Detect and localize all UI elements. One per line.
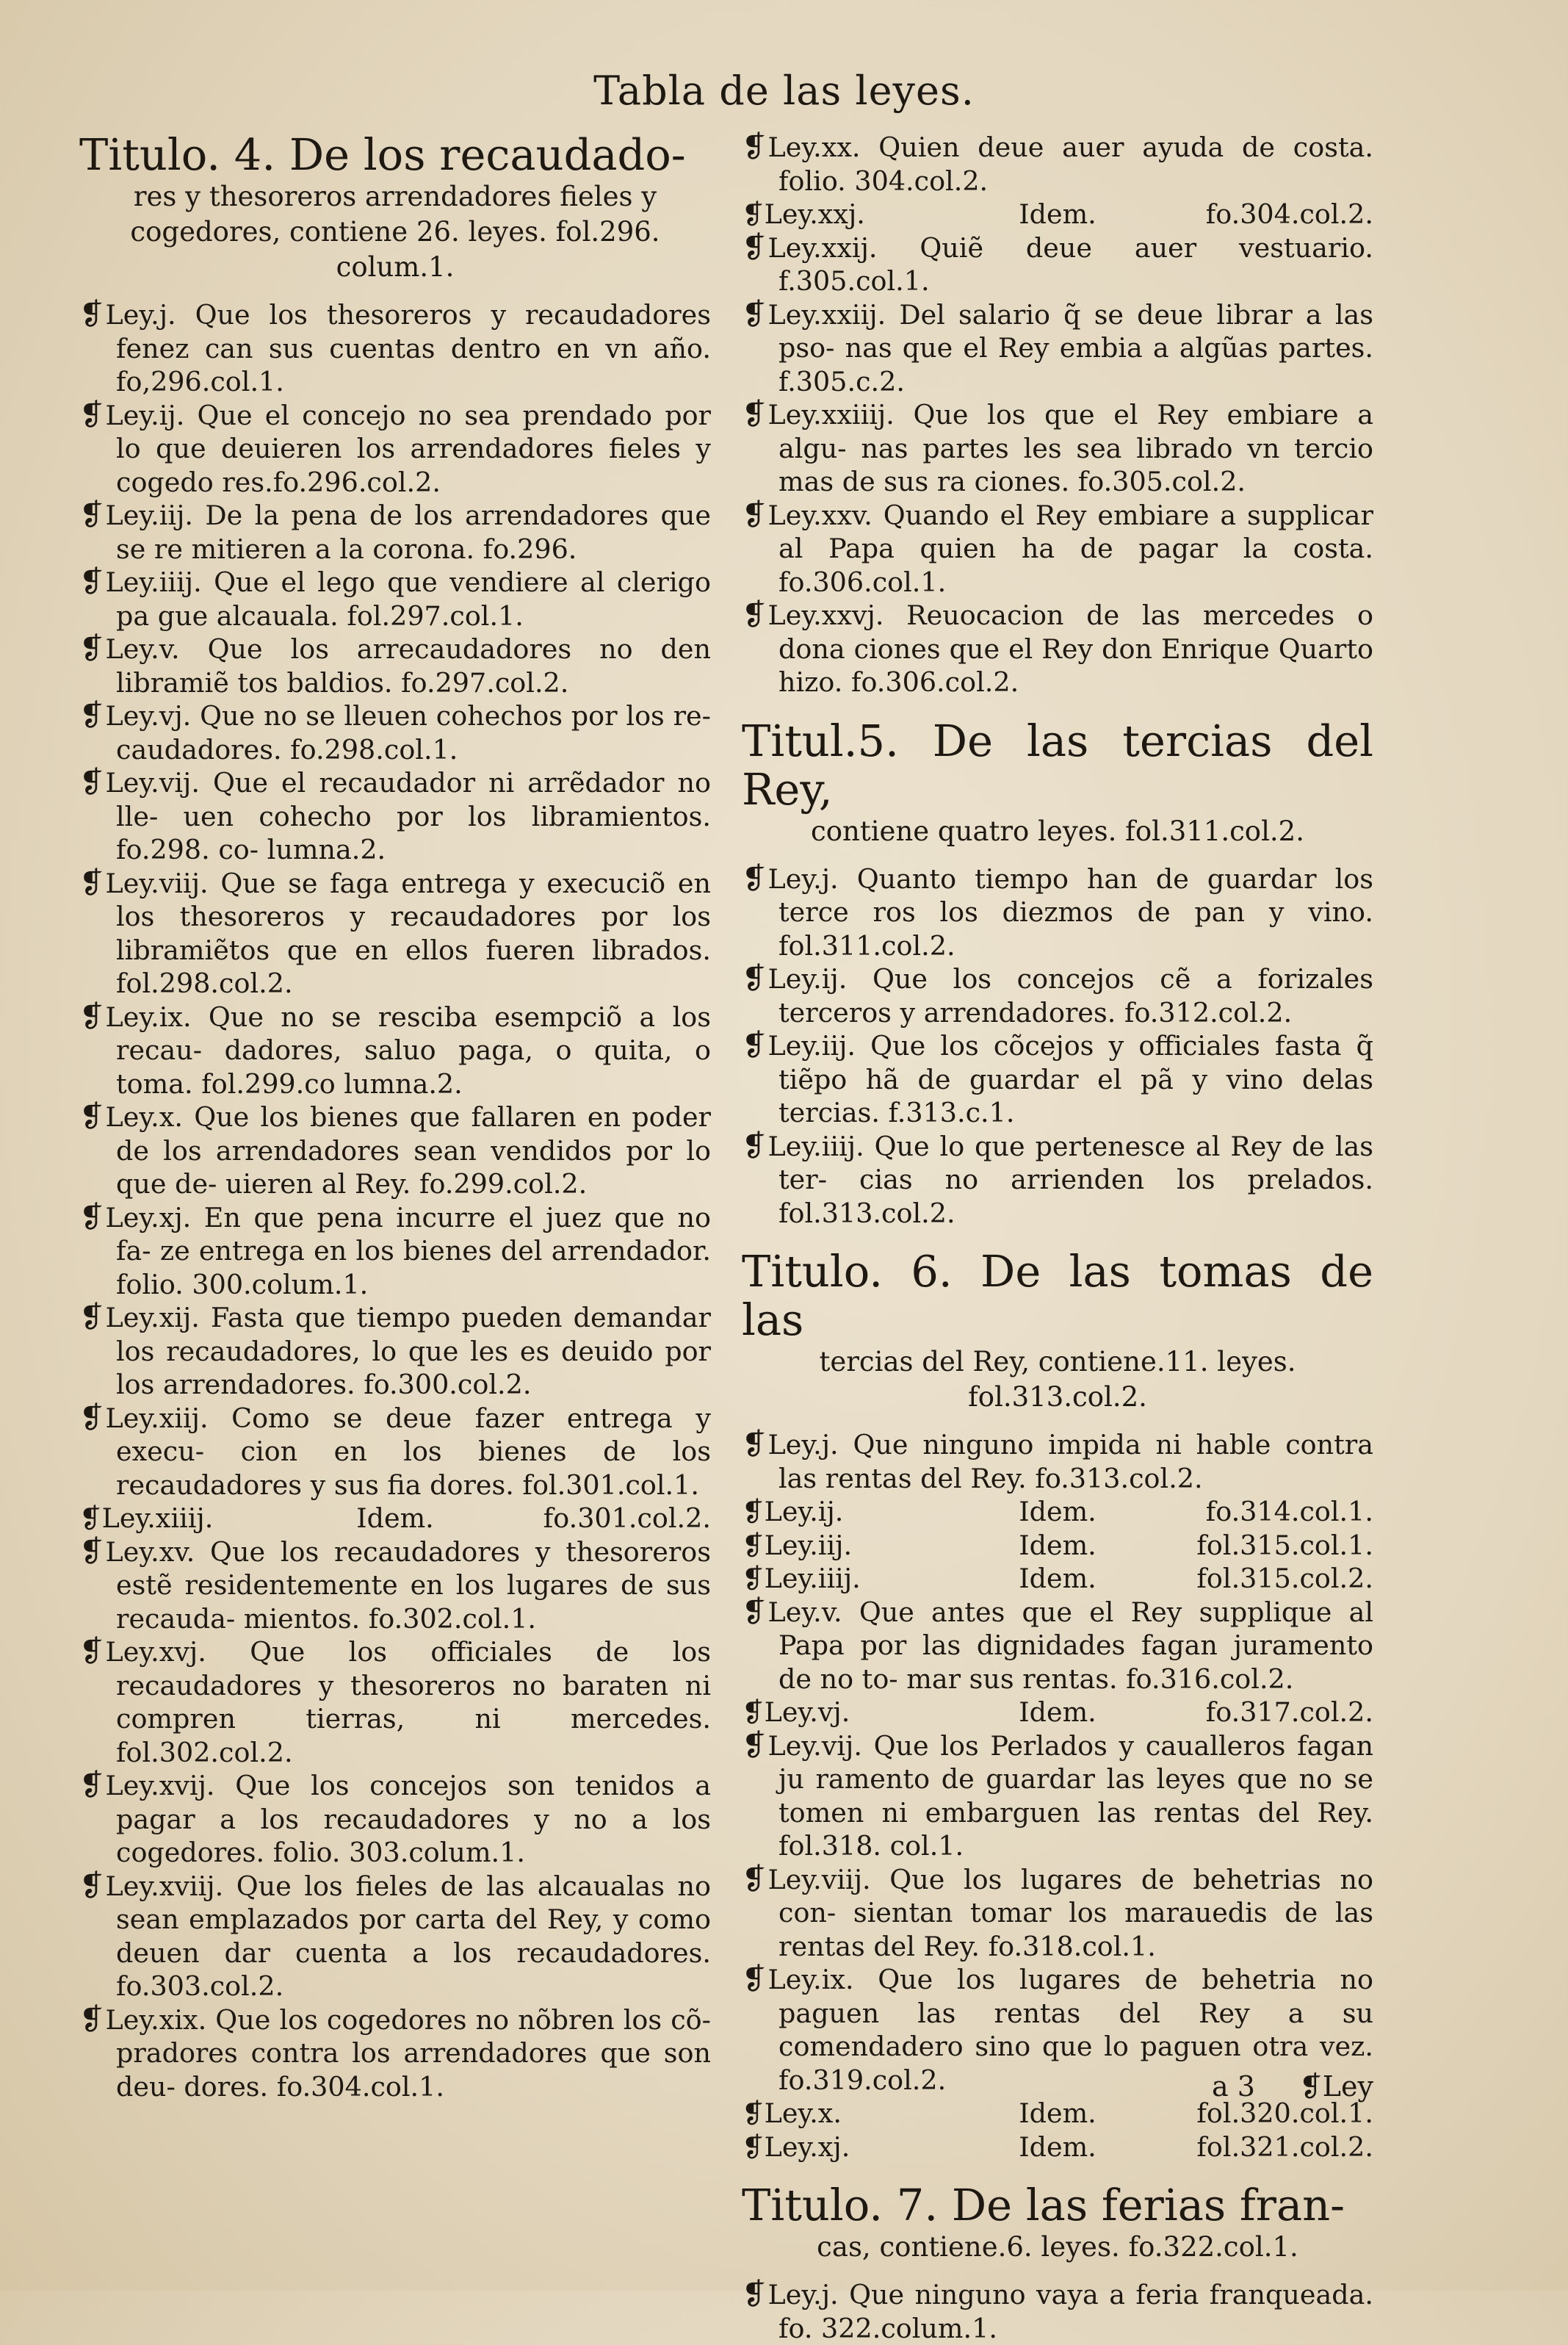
pilcrow-icon: ❡ [79,1100,104,1134]
pilcrow-icon: ❡ [79,999,104,1034]
law-entry-idem [742,198,1373,231]
law-number: ❡Ley.xiiij. [79,1502,214,1534]
pilcrow-icon: ❡ [79,1300,104,1334]
law-number: ❡Ley.iij. [742,1529,853,1561]
law-entry-text: Ley.viij. Que los lugares de behetrias no con- sientan tomar los marauedis de las rentas del Rey. fo.318.col.1. [767,1863,1373,1962]
law-entry [79,1001,711,1101]
law-entry-text: Ley.xvj. Que los officiales de los recaudadores y thesoreros no baraten ni compren tierras, ni mercedes. fol.302.col.2. [105,1636,711,1768]
law-entry-text: Ley.j. Que ninguno impida ni hable contra las rentas del Rey. fo.313.col.2. [767,1429,1373,1494]
law-entry-text: Ley.x. Que los bienes que fallaren en poder de los arrendadores sean vendidos por lo que de- uieren al Rey. fo.299.col.2. [105,1101,711,1200]
law-entry [79,633,711,699]
law-entry-text: Ley.vij. Que los Perlados y caualleros fagan ju ramento de guardar las leyes que no se tomen ni embarguen las rentas del Rey. fol.318. col.1. [767,1729,1373,1862]
law-entry [79,1201,711,1302]
pilcrow-icon: ❡ [79,1200,104,1234]
folio-ref: fo.314.col.1. [1205,1496,1373,1527]
law-entry [742,1596,1373,1696]
law-entry-text: Ley.iij. Que los cõcejos y officiales fasta q̃ tiẽpo hã de guardar el pã y vino delas tercias. f.313.c.1. [767,1030,1373,1128]
law-entry [742,131,1373,198]
pilcrow-icon: ❡ [79,2002,104,2036]
law-entry [742,1029,1373,1130]
pilcrow-icon: ❡ [742,130,767,164]
titulo-subheading: cas, contiene.6. leyes. fo.322.col.1. [817,2231,1298,2263]
pilcrow-icon: ❡ [79,699,104,732]
law-entry-text: Ley.xxvj. Reuocacion de las mercedes o dona ciones que el Rey don Enrique Quarto hizo. fo.306.col.2. [767,599,1373,698]
pilcrow-icon: ❡ [742,297,767,331]
pilcrow-icon: ❡ [79,1768,104,1802]
law-entry [79,1535,711,1636]
pilcrow-icon: ❡ [742,1862,767,1896]
pilcrow-icon: ❡ [742,1128,767,1163]
law-entry [742,599,1373,699]
idem-label: Idem. [356,1502,434,1534]
law-entry-text: Ley.iiij. Que lo que pertenesce al Rey de las ter- cias no arrienden los prelados. fol.313.col.2. [767,1130,1373,1229]
law-entry-text: Ley.viij. Que se faga entrega y execuciõ en los thesoreros y recaudadores por los libramiẽtos que en ellos fueren librados. fol.298.col.2. [105,867,711,999]
law-entry [742,298,1373,399]
law-number: ❡Ley.ij. [742,1496,844,1527]
law-number: ❡Ley.xj. [742,2130,850,2163]
law-entry-text: Ley.xj. En que pena incurre el juez que no fa- ze entrega en los bienes del arrendador. folio. 300.colum.1. [105,1201,711,1300]
folio-ref: fol.315.col.1. [1196,1529,1373,1561]
law-entry [79,1301,711,1402]
pilcrow-icon: ❡ [742,962,767,995]
pilcrow-icon: ❡ [79,632,104,666]
law-entry [79,399,711,500]
titulo-subheading: contiene quatro leyes. fol.311.col.2. [811,815,1304,847]
titulo-heading: Titulo. 7. De las ferias fran- [742,2180,1345,2230]
law-entry [742,1729,1373,1863]
law-entry [742,1428,1373,1495]
titulo-heading: Titul.5. De las tercias del Rey, [742,715,1373,815]
pilcrow-icon: ❡ [79,1635,104,1668]
law-entry [79,298,711,399]
left-entry-list [79,298,711,2103]
folio-ref: fol.315.col.2. [1196,1563,1373,1594]
law-entry [79,1769,711,1870]
law-entry [79,566,711,633]
right-entry-list [742,131,1373,2345]
folio-ref: fo.317.col.2. [1205,1696,1373,1728]
law-entry-text: Ley.ij. Que los concejos cẽ a forizales terceros y arrendadores. fo.312.col.2. [767,963,1373,1029]
pilcrow-icon: ❡ [79,1868,104,1903]
law-entry-text: Ley.iiij. Que el lego que vendiere al clerigo pa gue alcauala. fol.297.col.1. [105,566,711,632]
law-entry-text: Ley.ij. Que el concejo no sea prendado por lo que deuieren los arrendadores fieles y cogedo res.fo.296.col.2. [105,399,711,498]
law-entry [79,1101,711,1201]
titulo-heading: Titulo. 6. De las tomas de las [742,1246,1373,1345]
law-entry-text: Ley.xxiiij. Que los que el Rey embiare a algu- nas partes les sea librado vn tercio mas de sus ra ciones. fo.305.col.2. [767,399,1373,497]
idem-label: Idem. [1019,1529,1096,1561]
pilcrow-icon: ❡ [742,1029,767,1062]
law-entry-text: Ley.xxv. Quando el Rey embiare a supplicar al Papa quien ha de pagar la costa. fo.306.col.1. [767,499,1373,598]
law-entry [742,499,1373,599]
law-entry-text: Ley.v. Que los arrecaudadores no den libramiẽ tos baldios. fo.297.col.2. [105,633,711,699]
law-entry-idem [742,2130,1373,2164]
law-entry-text: Ley.xx. Quien deue auer ayuda de costa. folio. 304.col.2. [767,132,1373,197]
idem-label: Idem. [1019,198,1096,230]
law-entry-text: Ley.v. Que antes que el Rey supplique al Papa por las dignidades fagan juramento de no to- mar sus rentas. fo.316.col.2. [767,1596,1373,1695]
law-number: ❡Ley.iiij. [742,1563,861,1594]
pilcrow-icon: ❡ [742,1962,767,1996]
page-title: Tabla de las leyes. [593,68,975,114]
law-entry [79,2003,711,2104]
pilcrow-icon: ❡ [79,498,104,532]
catchword: ❡Ley [1298,2070,1373,2103]
law-entry-text: Ley.xix. Que los cogedores no nõbren los cõ- pradores contra los arrendadores que son deu- dores. fo.304.col.1. [105,2003,711,2103]
law-entry [742,862,1373,963]
law-entry [742,1863,1373,1964]
titulo-4-subheading: res y thesoreros arrendadores fieles y cogedores, contiene 26. leyes. fol.296. colum.1. [130,181,660,283]
pilcrow-icon: ❡ [79,565,104,599]
law-entry-text: Ley.xxij. Quiẽ deue auer vestuario. f.305.col.1. [767,231,1373,297]
law-entry-idem [79,1502,711,1535]
pilcrow-icon: ❡ [742,2277,767,2311]
right-column [742,131,1373,2345]
law-entry [79,867,711,1001]
pilcrow-icon: ❡ [79,298,104,331]
titulo-4-heading: Titulo. 4. De los recaudado- [79,129,686,180]
pilcrow-icon: ❡ [79,1400,104,1435]
law-number: ❡Ley.x. [742,2097,842,2129]
pilcrow-icon: ❡ [742,497,767,532]
law-entry-text: Ley.xvij. Que los concejos son tenidos a pagar a los recaudadores y no a los cogedores. folio. 303.colum.1. [105,1770,711,1868]
pilcrow-icon: ❡ [742,598,767,632]
law-entry-text: Ley.vij. Que el recaudador ni arrẽdador no lle- uen cohecho por los libramientos. fo.298. co- lumna.2. [105,767,711,865]
pilcrow-icon: ❡ [742,1594,767,1629]
law-entry [742,1130,1373,1231]
folio-ref: fol.321.col.2. [1196,2130,1373,2163]
law-entry [79,1635,711,1769]
titulo-subheading: tercias del Rey, contiene.11. leyes. fol.313.col.2. [819,1346,1296,1413]
folio-ref: fo.304.col.2. [1205,198,1373,230]
law-entry [79,499,711,566]
law-entry-idem [742,1562,1373,1596]
pilcrow-icon: ❡ [742,861,767,896]
folio-ref: fol.320.col.1. [1196,2097,1373,2129]
idem-label: Idem. [1019,2130,1096,2163]
page-footer [742,2070,1373,2103]
law-entry [742,231,1373,298]
law-number: ❡Ley.vj. [742,1696,850,1728]
pilcrow-icon: ❡ [742,1427,767,1461]
law-entry-text: Ley.j. Quanto tiempo han de guardar los terce ros los diezmos de pan y vino. fol.311.col.2. [767,862,1373,962]
idem-label: Idem. [1019,1696,1096,1728]
pilcrow-icon: ❡ [79,865,104,900]
law-entry-idem [742,1529,1373,1563]
idem-label: Idem. [1019,1496,1096,1527]
pilcrow-icon: ❡ [742,397,767,431]
law-entry-text: Ley.j. Que los thesoreros y recaudadores fenez can sus cuentas dentro en vn año. fo,296.col.1. [105,299,711,397]
law-entry [742,2278,1373,2345]
law-number: ❡Ley.xxj. [742,198,865,230]
folio-ref: fo.301.col.2. [543,1502,711,1534]
law-entry-idem [742,1495,1373,1529]
law-entry [79,699,711,766]
law-entry-text: Ley.j. Que ninguno vaya a feria franqueada. fo. 322.colum.1. [767,2279,1373,2344]
law-entry-text: Ley.xiij. Como se deue fazer entrega y execu- cion en los bienes de los recaudadores y sus fia dores. fol.301.col.1. [105,1402,711,1501]
law-entry-idem [742,1696,1373,1729]
law-entry-text: Ley.ix. Que no se resciba esempciõ a los recau- dadores, saluo paga, o quita, o toma. fol.299.co lumna.2. [105,1001,711,1100]
law-entry-text: Ley.vj. Que no se lleuen cohechos por los re- caudadores. fo.298.col.1. [105,700,711,766]
law-entry [79,1870,711,2003]
pilcrow-icon: ❡ [79,766,104,799]
law-entry [79,766,711,867]
law-entry-text: Ley.xij. Fasta que tiempo pueden demandar los recaudadores, lo que les es deuido por los arrendadores. fo.300.col.2. [105,1302,711,1400]
law-entry-text: Ley.xviij. Que los fieles de las alcaualas no sean emplazados por carta del Rey, y como deuen dar cuenta a los recaudadores. fo.303.col.2. [105,1870,711,2002]
law-entry [79,1402,711,1502]
pilcrow-icon: ❡ [742,230,767,264]
left-column [79,131,711,2103]
law-entry [742,962,1373,1029]
idem-label: Idem. [1019,2097,1096,2129]
pilcrow-icon: ❡ [742,1728,767,1762]
law-entry-text: Ley.xxiij. Del salario q̃ se deue librar a las pso- nas que el Rey embia a algũas partes. f.305.c.2. [767,298,1373,397]
law-entry-text: Ley.iij. De la pena de los arrendadores que se re mitieren a la corona. fo.296. [105,500,711,565]
signature-mark: a 3 [1212,2070,1255,2103]
law-entry [742,398,1373,499]
idem-label: Idem. [1019,1563,1096,1594]
pilcrow-icon: ❡ [79,397,104,432]
law-entry-text: Ley.xv. Que los recaudadores y thesoreros estẽ residentemente en los lugares de sus recauda- mientos. fo.302.col.1. [105,1535,711,1635]
pilcrow-icon: ❡ [79,1534,104,1568]
law-entry-text: Ley.ix. Que los lugares de behetria no paguen las rentas del Rey a su comendadero sino que lo paguen otra vez. fo.319.col.2. [767,1964,1373,2096]
